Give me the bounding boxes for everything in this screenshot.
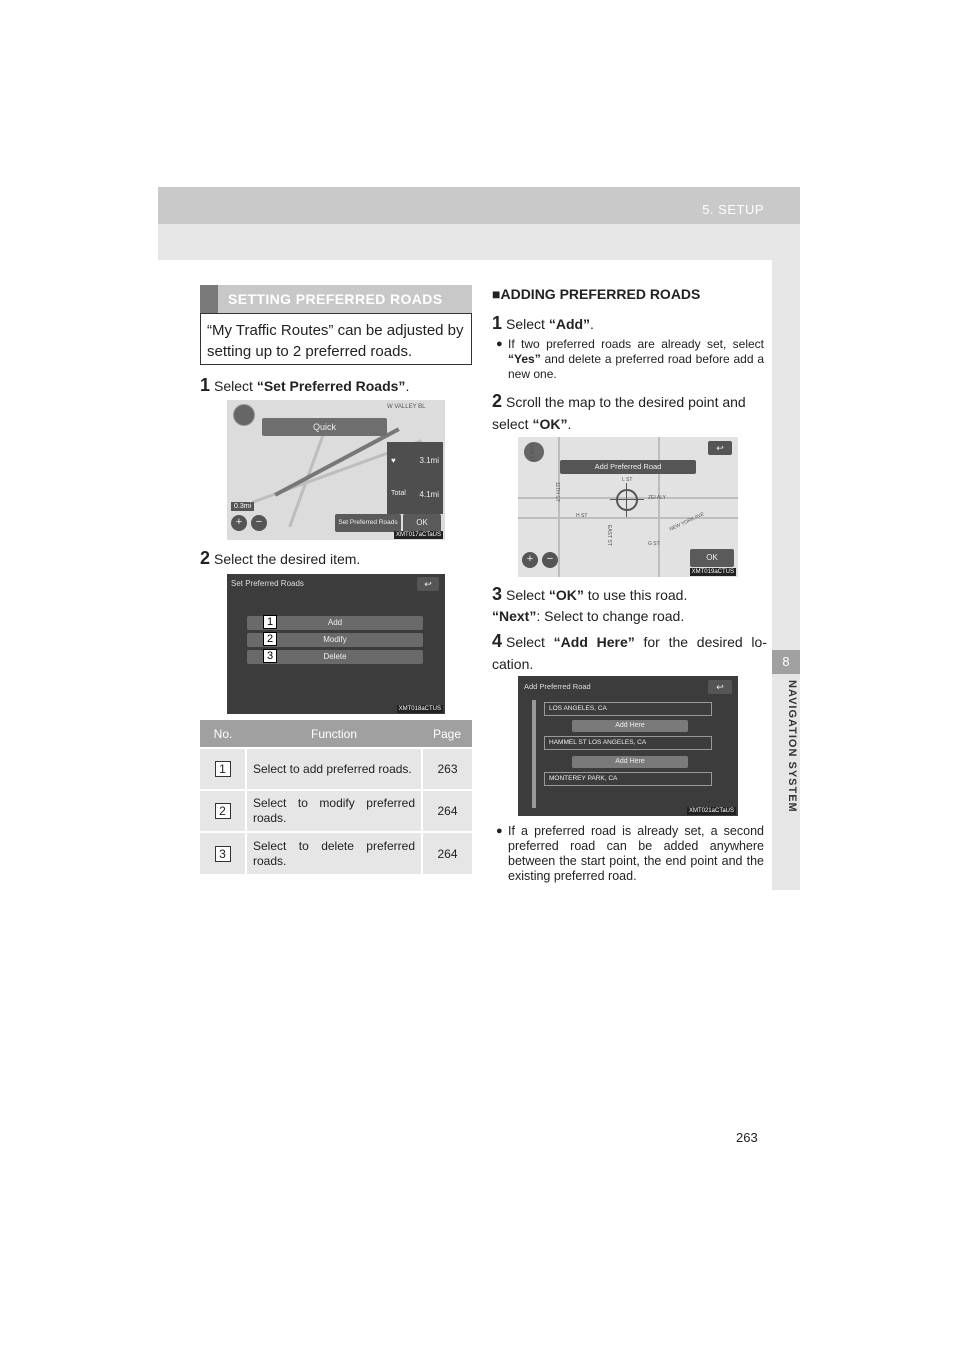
step-number: 4 <box>492 631 503 651</box>
header-band <box>158 224 800 260</box>
section-title-mark <box>200 285 218 313</box>
route-bar <box>532 700 536 808</box>
row-page: 264 <box>422 790 472 832</box>
step-suffix: . <box>590 316 594 332</box>
step-number: 3 <box>492 584 503 604</box>
map-road <box>558 437 560 577</box>
step-number: 2 <box>492 391 503 411</box>
info-icon[interactable] <box>233 404 255 426</box>
step-bold: “Add” <box>548 316 591 332</box>
crosshair-line <box>626 483 627 517</box>
add-here-button[interactable]: Add Here <box>572 720 688 732</box>
header-function: Function <box>246 720 422 748</box>
route-distance: 3.1mi <box>419 456 439 465</box>
map-road <box>658 437 660 577</box>
map-street-label: W VALLEY BL <box>387 404 426 410</box>
step-bold: “OK” <box>532 416 568 432</box>
subsection-mark: ■ <box>492 286 501 302</box>
back-icon[interactable]: ↩ <box>708 680 732 694</box>
map-scale: 0.3mi <box>231 502 254 511</box>
step-number: 1 <box>200 375 211 395</box>
table-row <box>200 790 472 832</box>
map-road <box>518 517 738 519</box>
step-3-ok <box>492 584 687 605</box>
note-text: If two preferred roads are already set, select <box>508 337 764 351</box>
step-prefix: Select <box>214 378 257 394</box>
step-prefix: Select <box>506 587 549 603</box>
step-prefix: Select <box>506 634 554 650</box>
image-caption: XMT017aCTaUS <box>395 532 441 538</box>
zoom-in-icon[interactable]: + <box>231 515 247 531</box>
screen-title: Add Preferred Road <box>524 682 591 691</box>
page-header-bar <box>158 187 800 224</box>
street-label: NEW YORK AVE <box>668 511 706 533</box>
next-text: : Select to change road. <box>536 608 685 624</box>
image-caption: XMT021aCTaUS <box>688 808 734 814</box>
street-label: EAST ST <box>606 525 612 546</box>
zoom-out-icon[interactable]: − <box>542 552 558 568</box>
route-point: LOS ANGELES, CA <box>544 702 712 716</box>
street-label: L ST <box>622 477 633 483</box>
add-here-button[interactable]: Add Here <box>572 756 688 768</box>
step-bold: “OK” <box>548 587 584 603</box>
screenshot-set-preferred-menu <box>227 574 445 714</box>
subsection-title: ADDING PREFERRED ROADS <box>500 286 701 302</box>
set-preferred-roads-button[interactable]: Set Preferred Roads <box>335 514 401 532</box>
header-page: Page <box>422 720 472 748</box>
section-title <box>200 285 472 313</box>
total-label: Total <box>391 490 406 497</box>
crosshair-icon <box>616 489 638 511</box>
table-row <box>200 832 472 874</box>
total-distance: 4.1mi <box>419 490 439 499</box>
step-text: Select the desired item. <box>214 551 361 567</box>
zoom-out-icon[interactable]: − <box>251 515 267 531</box>
note-bullet <box>508 337 764 382</box>
screenshot-add-here-list <box>518 676 738 816</box>
step-prefix: Select <box>506 316 549 332</box>
page-number: 263 <box>736 1130 758 1145</box>
screen-title: Set Preferred Roads <box>231 579 304 588</box>
row-page: 264 <box>422 832 472 874</box>
row-function: Select to modify preferred roads. <box>246 790 422 832</box>
image-caption: XMT019aCTUS <box>691 569 734 575</box>
step-suffix: . <box>405 378 410 394</box>
subsection-heading <box>492 286 700 302</box>
step-2-select-item <box>200 548 360 569</box>
step-bold: “Set Preferred Roads” <box>256 378 406 394</box>
section-label: 5. SETUP <box>702 202 764 217</box>
note-bullet: ● If a preferred road is already set, a second preferred road can be added anywhere between the start point, the end point and the existing preferred road. <box>508 824 764 884</box>
add-menu-item[interactable]: Add <box>247 616 423 630</box>
street-label: G ST <box>648 541 660 547</box>
intro-box: “My Traffic Routes” can be adjusted by setting up to 2 preferred roads. <box>200 313 472 365</box>
row-number: 2 <box>215 803 231 819</box>
chapter-label: NAVIGATION SYSTEM <box>786 680 798 813</box>
callout-number: 1 <box>263 615 277 629</box>
step-number: 2 <box>200 548 211 568</box>
row-function: Select to add preferred roads. <box>246 748 422 790</box>
step-suffix: to use this road. <box>583 587 688 603</box>
note-text-end: and delete a preferred road before add a new one. <box>508 352 764 381</box>
step-4-add-here <box>492 630 767 675</box>
screenshot-route-overview <box>227 400 445 540</box>
step-bold: “Add Here” <box>553 634 635 650</box>
heart-icon: ♥ <box>391 456 396 465</box>
modify-menu-item[interactable]: Modify <box>247 633 423 647</box>
row-function: Select to delete preferred roads. <box>246 832 422 874</box>
header-no: No. <box>200 720 246 748</box>
next-label: “Next” <box>492 608 537 624</box>
zoom-in-icon[interactable]: + <box>522 552 538 568</box>
crosshair-line <box>610 499 644 500</box>
row-number: 3 <box>215 846 231 862</box>
step-1-add <box>492 313 594 334</box>
step-1-set-preferred <box>200 375 409 396</box>
section-title-text: SETTING PREFERRED ROADS <box>228 291 443 307</box>
table-header-row <box>200 720 472 748</box>
callout-number: 2 <box>263 632 277 646</box>
callout-number: 3 <box>263 649 277 663</box>
street-label: ZEI ALY <box>648 495 666 501</box>
row-number: 1 <box>215 761 231 777</box>
back-icon[interactable]: ↩ <box>417 577 439 591</box>
quick-button[interactable]: Quick <box>262 418 387 436</box>
back-icon[interactable]: ↩ <box>708 441 732 455</box>
ok-button[interactable]: OK <box>690 549 734 567</box>
next-description <box>492 608 684 624</box>
add-preferred-road-title: Add Preferred Road <box>560 460 696 474</box>
street-label: 13TH ST <box>528 442 534 463</box>
route-info-panel <box>387 442 443 514</box>
info-icon[interactable] <box>524 442 544 462</box>
image-caption: XMT018aCTUS <box>398 706 441 712</box>
table-row <box>200 748 472 790</box>
step-suffix: . <box>567 416 572 432</box>
step-suffix: for the desired lo-cation. <box>492 634 767 672</box>
function-table <box>200 720 472 874</box>
step-2-scroll-map <box>492 390 767 435</box>
street-label: H ST <box>576 513 588 519</box>
step-prefix: Scroll the map to the desired point and select <box>492 394 746 432</box>
note-bold: “Yes” <box>508 352 541 366</box>
screenshot-add-preferred-map <box>518 437 738 577</box>
ok-button[interactable]: OK <box>403 514 441 532</box>
step-number: 1 <box>492 313 503 333</box>
delete-menu-item[interactable]: Delete <box>247 650 423 664</box>
route-point: HAMMEL ST LOS ANGELES, CA <box>544 736 712 750</box>
chapter-number: 8 <box>772 650 800 674</box>
route-point: MONTEREY PARK, CA <box>544 772 712 786</box>
row-page: 263 <box>422 748 472 790</box>
street-label: 11TH ST <box>554 482 560 502</box>
